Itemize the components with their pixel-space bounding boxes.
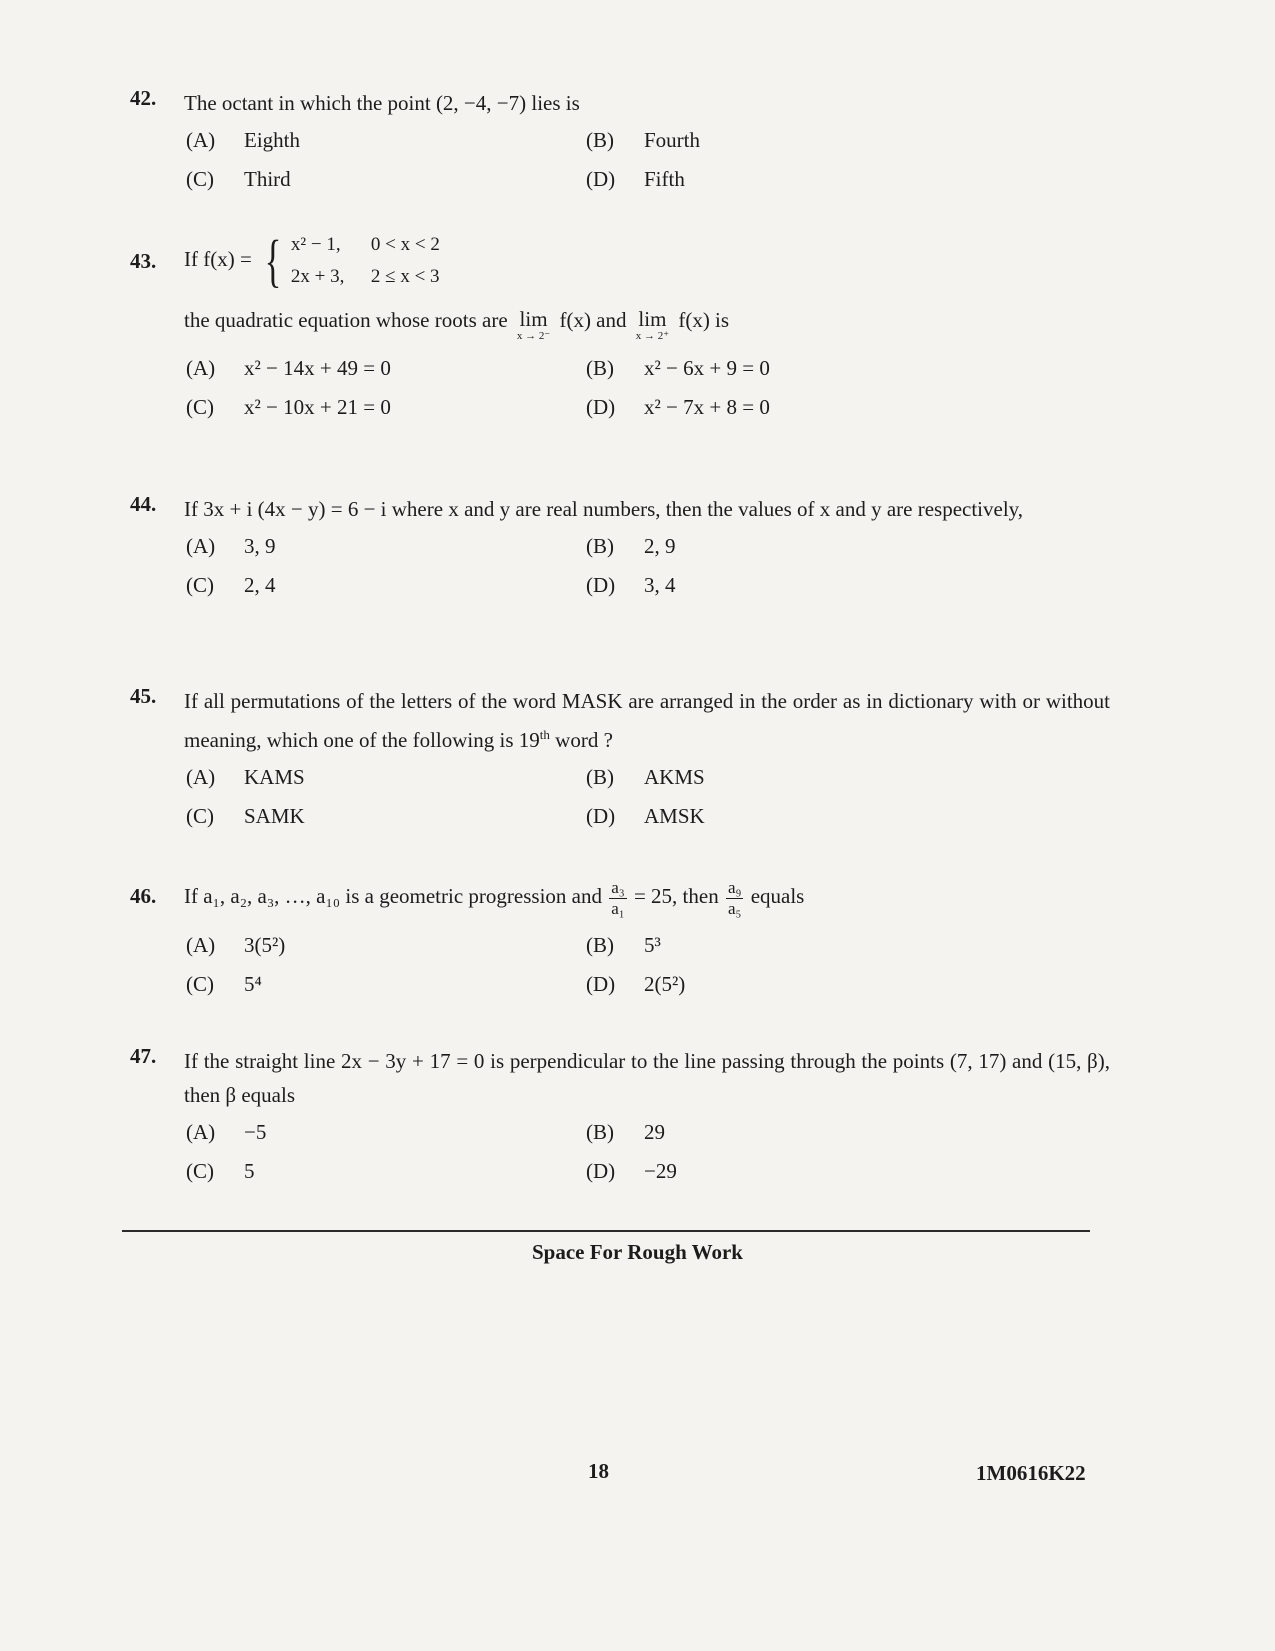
option-c [186,972,586,997]
option-label: (A) [186,765,216,789]
option-value: 29 [644,1120,665,1144]
text-post: equals [750,884,805,908]
ordinal-suffix: th [539,727,550,742]
question-text: The octant in which the point (2, −4, −7) lies is [184,91,580,115]
fraction-a9-a5 [726,878,743,919]
option-label: (C) [186,971,214,996]
option-label: (B) [586,932,614,957]
option-label: (C) [186,573,214,597]
options [186,765,1110,829]
option-label: (A) [186,1120,216,1144]
fraction-denominator: a₁ [611,898,625,918]
question-text: If the straight line 2x − 3y + 17 = 0 is perpendicular to the line passing through the points (7, 17) and (15, β), then β equals [184,1049,1110,1107]
option-b [586,534,986,559]
option-d [586,395,986,420]
option-value: Fourth [644,128,701,152]
option-a [186,765,586,790]
option-label: (D) [586,395,616,419]
question-number: 44. [130,492,157,516]
limit-right [636,308,669,342]
piecewise-cases [291,232,461,290]
piece2-expr: 2x + 3, [290,266,345,287]
question-45 [130,684,1110,829]
option-value: x² − 14x + 49 = 0 [244,356,391,380]
text-pre: If all permutations of the letters of the word MASK are arranged in the order as in dictionary with or without meaning, which one of the following is 19 [184,689,1110,752]
fraction-a3-a1 [609,878,626,919]
option-label: (C) [186,167,214,191]
option-c [186,804,586,829]
option-label: (A) [186,128,216,152]
limit-left [517,308,550,342]
option-d [586,167,986,192]
options [186,128,1110,192]
option-label: (D) [586,1159,616,1183]
option-value: 5⁴ [244,971,262,996]
option-d [586,573,986,598]
option-value: 5³ [644,932,661,957]
text-post: f(x) is [678,308,730,332]
question-text [184,684,1110,757]
option-label: (D) [586,573,616,597]
option-a [186,534,586,559]
rough-work-label: Space For Rough Work [531,1240,743,1264]
option-c [186,1159,586,1184]
option-value: 3, 9 [244,534,276,558]
option-value: 2, 4 [244,573,276,597]
option-label: (B) [586,534,614,558]
question-44 [130,492,1110,598]
option-a [186,933,586,958]
option-value: 2(5²) [644,971,686,996]
options [186,1120,1110,1184]
option-b [586,933,986,958]
option-value: AMSK [644,804,705,828]
option-value: Fifth [644,167,685,191]
lim-word: lim [519,307,548,331]
option-label: (A) [186,356,216,380]
option-value: KAMS [244,765,305,789]
question-number: 46. [130,883,157,908]
option-label: (D) [586,804,616,828]
option-value: AKMS [644,765,705,789]
option-value: x² − 6x + 9 = 0 [644,356,770,380]
option-d [586,972,986,997]
option-label: (B) [586,128,614,152]
question-number: 42. [130,86,157,110]
paper-code: 1M0616K22 [976,1461,1086,1485]
text-post: word ? [549,728,613,752]
question-number: 45. [130,684,157,708]
option-label: (D) [586,167,616,191]
option-c [186,167,586,192]
fraction-numerator: a₃ [611,877,625,897]
question-text [184,874,1110,919]
page-number: 18 [588,1459,609,1483]
option-value: −29 [644,1159,677,1183]
question-number: 43. [130,248,157,273]
piece2-cond: 2 ≤ x < 3 [370,266,440,287]
option-d [586,1159,986,1184]
option-value: 3(5²) [244,932,286,957]
option-value: 2, 9 [644,534,676,558]
text-mid: = 25, then [633,884,719,908]
option-label: (C) [186,804,214,828]
fraction-denominator: a₅ [727,898,742,918]
question-46 [130,874,1110,997]
option-label: (B) [586,765,614,789]
option-label: (B) [586,356,614,380]
lim-subscript: x → 2⁻ [516,330,551,342]
fraction-numerator: a₉ [727,877,742,897]
lim-subscript: x → 2⁺ [635,330,670,342]
options [186,933,1110,997]
question-text [184,228,1110,293]
option-label: (A) [186,534,216,558]
option-label: (C) [186,395,214,419]
option-value: Third [244,167,291,191]
piece1-expr: x² − 1, [290,234,341,255]
option-a [186,1120,586,1145]
option-label: (B) [586,1120,614,1144]
question-text-line2 [184,308,1110,342]
piece1-cond: 0 < x < 2 [370,234,440,255]
option-value: 3, 4 [644,573,676,597]
option-b [586,1120,986,1145]
question-text: If 3x + i (4x − y) = 6 − i where x and y are real numbers, then the values of x and y are respectively, [184,497,1024,521]
option-b [586,128,986,153]
piecewise-intro: If f(x) = [184,246,252,271]
option-value: SAMK [244,804,305,828]
text-mid: f(x) and [559,308,627,332]
option-label: (D) [586,971,616,996]
option-b [586,356,986,381]
option-c [186,573,586,598]
options [186,356,1110,420]
option-value: Eighth [244,128,300,152]
option-value: x² − 7x + 8 = 0 [644,395,770,419]
piecewise-function [257,228,461,293]
option-a [186,128,586,153]
question-43 [130,228,1110,420]
text-pre: If a₁, a₂, a₃, …, a₁₀ is a geometric progression and [184,884,602,908]
divider-line [122,1230,1090,1232]
question-47 [130,1044,1110,1184]
option-a [186,356,586,381]
option-value: x² − 10x + 21 = 0 [244,395,391,419]
question-number: 47. [130,1044,157,1068]
option-value: 5 [244,1159,255,1183]
lim-word: lim [638,307,667,331]
option-label: (A) [186,932,216,957]
question-42 [130,86,1110,192]
text-pre: the quadratic equation whose roots are [184,308,508,332]
option-label: (C) [186,1159,214,1183]
option-b [586,765,986,790]
brace-icon: { [264,228,282,293]
options [186,534,1110,598]
option-d [586,804,986,829]
option-c [186,395,586,420]
option-value: −5 [244,1120,267,1144]
